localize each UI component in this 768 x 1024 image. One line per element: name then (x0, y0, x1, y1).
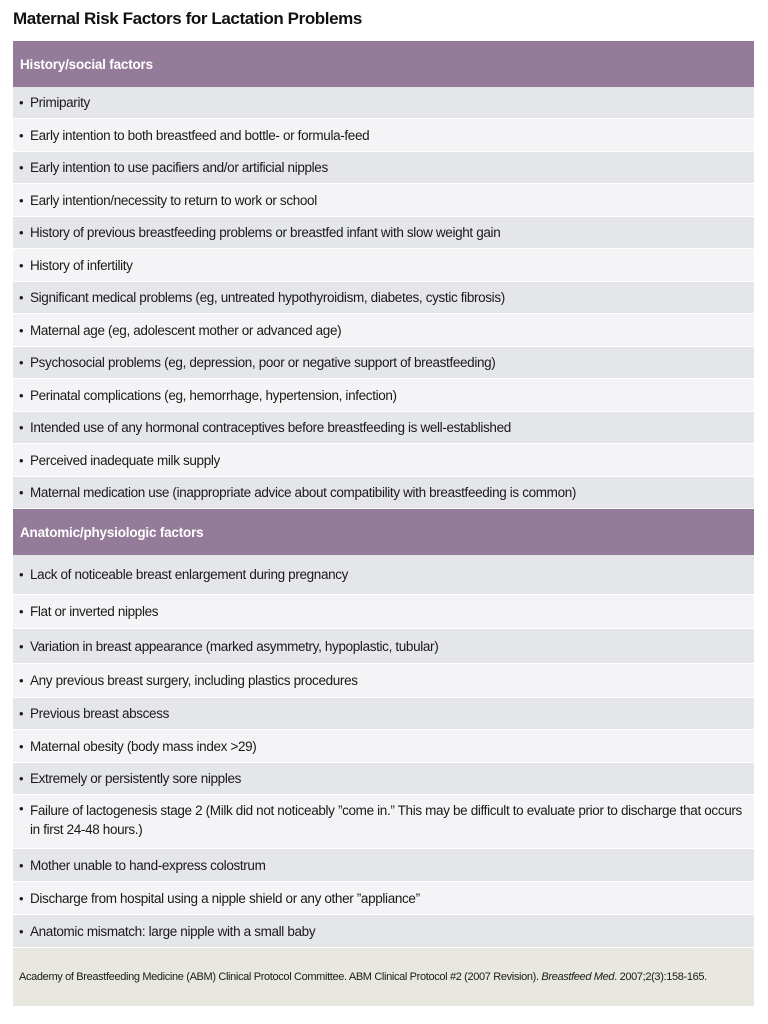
list-item (13, 152, 754, 184)
section-header-label: Anatomic/physiologic factors (20, 524, 204, 540)
bullet-icon: • (19, 771, 24, 786)
list-item-text: Mother unable to hand-express colostrum (30, 857, 266, 873)
bullet-icon: • (19, 387, 24, 403)
citation-authors: Academy of Breastfeeding Medicine (ABM) Clinical Protocol Committee. ABM Clinical Protocol #2 (2007 Revision). (19, 971, 542, 983)
list-item (13, 763, 754, 795)
list-item-text: Discharge from hospital using a nipple shield or any other ”appliance” (30, 890, 420, 906)
list-item-text: Intended use of any hormonal contraceptives before breastfeeding is well-established (30, 420, 511, 435)
list-item-text: History of previous breastfeeding problems or breastfed infant with slow weight gain (30, 225, 501, 240)
list-item (13, 249, 754, 282)
list-item-text: Maternal age (eg, adolescent mother or advanced age) (30, 322, 342, 338)
list-item-text: Primiparity (30, 95, 90, 110)
list-item-text: Maternal obesity (body mass index >29) (30, 738, 257, 754)
list-item (13, 795, 754, 849)
list-item-text: Early intention to both breastfeed and bottle- or formula-feed (30, 127, 370, 143)
section-header-anatomic (13, 509, 754, 555)
bullet-icon: • (19, 801, 24, 816)
list-item-text: Maternal medication use (inappropriate advice about compatibility with breastfeeding is common) (30, 485, 577, 500)
section-history-rows (13, 87, 754, 509)
section-anatomic-rows (13, 555, 754, 948)
page-title: Maternal Risk Factors for Lactation Problems (13, 9, 362, 28)
bullet-icon: • (19, 192, 24, 208)
list-item (13, 664, 754, 698)
list-item-text: Anatomic mismatch: large nipple with a small baby (30, 923, 316, 939)
bullet-icon: • (19, 923, 24, 939)
section-header-label: History/social factors (20, 56, 153, 72)
list-item (13, 282, 754, 314)
list-item-text: Perceived inadequate milk supply (30, 452, 220, 468)
bullet-icon: • (19, 706, 24, 721)
bullet-icon: • (19, 485, 24, 500)
list-item-text: Psychosocial problems (eg, depression, poor or negative support of breastfeeding) (30, 355, 496, 370)
list-item (13, 595, 754, 629)
bullet-icon: • (19, 567, 24, 582)
list-item (13, 629, 754, 664)
list-item-text: Failure of lactogenesis stage 2 (Milk did not noticeably ”come in.” This may be difficult to evaluate prior to discharge that occurs in first 24-48 hours.) (30, 803, 742, 837)
bullet-icon: • (19, 738, 24, 754)
list-item (13, 87, 754, 119)
list-item (13, 849, 754, 882)
list-item-text: Perinatal complications (eg, hemorrhage, hypertension, infection) (30, 387, 397, 403)
list-item (13, 347, 754, 379)
list-item-text: Variation in breast appearance (marked asymmetry, hypoplastic, tubular) (30, 638, 439, 654)
risk-factors-table (13, 41, 754, 1006)
list-item (13, 412, 754, 444)
bullet-icon: • (19, 673, 24, 688)
bullet-icon: • (19, 95, 24, 110)
citation-text (19, 971, 707, 983)
bullet-icon: • (19, 290, 24, 305)
bullet-icon: • (19, 890, 24, 906)
citation-details: . 2007;2(3):158-165. (614, 971, 707, 983)
bullet-icon: • (19, 857, 24, 873)
list-item-text: Lack of noticeable breast enlargement during pregnancy (30, 567, 349, 582)
list-item (13, 698, 754, 730)
bullet-icon: • (19, 257, 24, 273)
citation-journal: Breastfeed Med (541, 971, 615, 983)
list-item (13, 915, 754, 948)
bullet-icon: • (19, 638, 24, 654)
list-item-text: Previous breast abscess (30, 706, 170, 721)
bullet-icon: • (19, 452, 24, 468)
citation-footer (13, 948, 754, 1006)
bullet-icon: • (19, 322, 24, 338)
list-item-text: Significant medical problems (eg, untreated hypothyroidism, diabetes, cystic fibrosis) (30, 290, 505, 305)
bullet-icon: • (19, 225, 24, 240)
list-item (13, 184, 754, 217)
list-item (13, 477, 754, 509)
list-item-text: Early intention/necessity to return to work or school (30, 192, 317, 208)
section-header-history (13, 41, 754, 87)
list-item-text: Any previous breast surgery, including plastics procedures (30, 673, 358, 688)
list-item (13, 555, 754, 595)
list-item (13, 379, 754, 412)
bullet-icon: • (19, 127, 24, 143)
list-item-text: Early intention to use pacifiers and/or artificial nipples (30, 160, 328, 175)
list-item (13, 882, 754, 915)
list-item-text: History of infertility (30, 257, 133, 273)
bullet-icon: • (19, 420, 24, 435)
list-item (13, 119, 754, 152)
list-item (13, 444, 754, 477)
list-item-text: Extremely or persistently sore nipples (30, 771, 242, 786)
bullet-icon: • (19, 160, 24, 175)
list-item (13, 217, 754, 249)
bullet-icon: • (19, 355, 24, 370)
list-item (13, 314, 754, 347)
list-item (13, 730, 754, 763)
bullet-icon: • (19, 604, 24, 619)
list-item-text: Flat or inverted nipples (30, 604, 159, 619)
